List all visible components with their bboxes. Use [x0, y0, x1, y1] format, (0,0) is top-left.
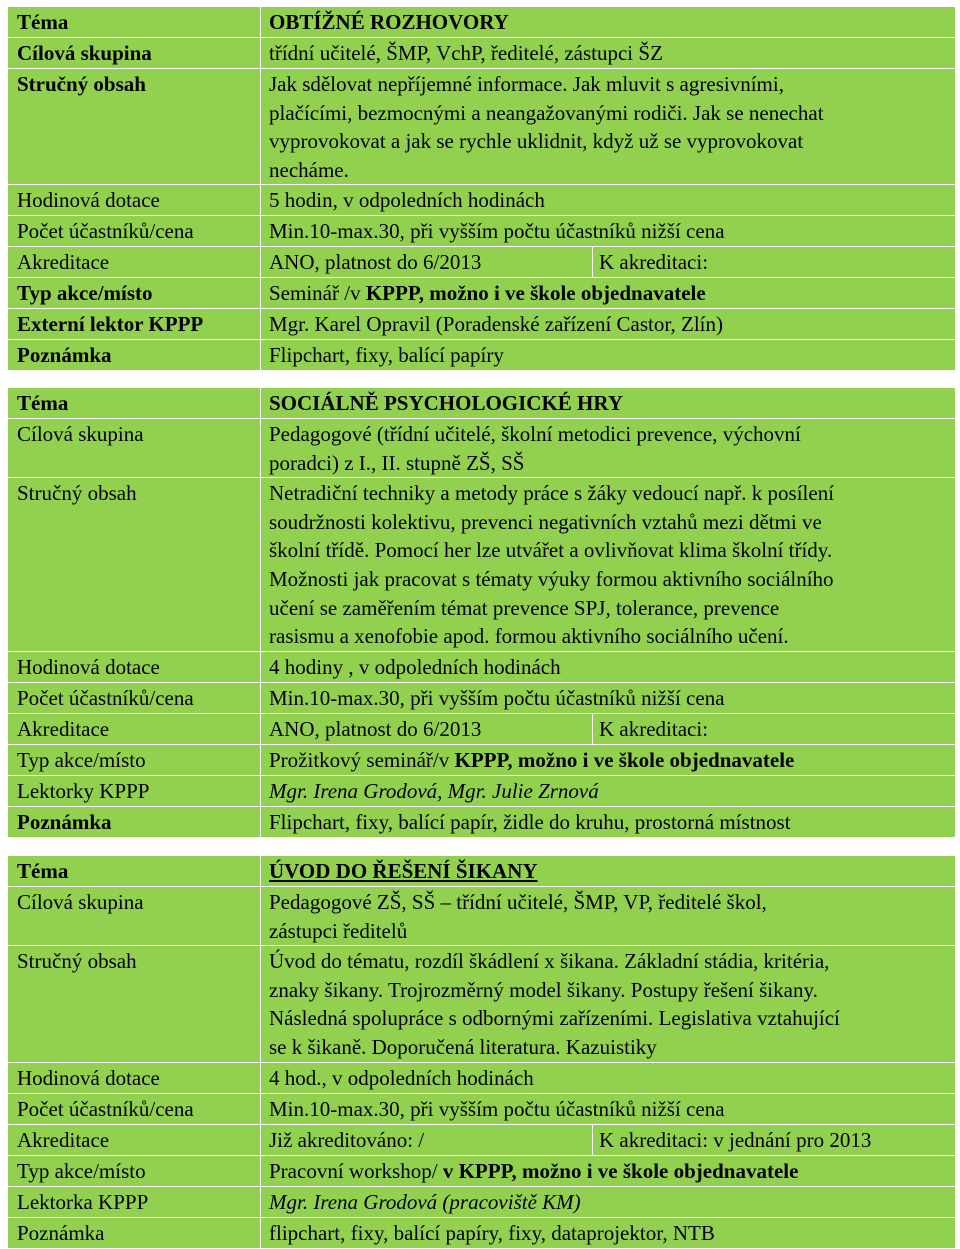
value-typ-akce [261, 745, 955, 775]
value-hodinova-dotace: 4 hod., v odpoledních hodinách [269, 1065, 534, 1090]
typ-akce-prefix: Pracovní workshop/ [269, 1158, 443, 1183]
row-lektor [8, 1186, 955, 1217]
label-lektor: Lektorka KPPP [8, 1187, 261, 1217]
label-pocet-ucastniku: Počet účastníků/cena [8, 683, 261, 713]
label-akreditace: Akreditace [8, 714, 261, 744]
value-pocet-ucastniku: Min.10-max.30, při vyšším počtu účastníků nižší cena [269, 685, 725, 710]
obsah-line: Následná spolupráce s odbornými zařízeními. Legislativa vztahující [269, 1006, 840, 1031]
label-cilova-skupina: Cílová skupina [8, 38, 261, 68]
value-k-akreditaci: K akreditaci: v jednání pro 2013 [599, 1127, 872, 1152]
label-tema: Téma [8, 856, 261, 886]
value-k-akreditaci: K akreditaci: [599, 716, 709, 741]
row-typ-akce [8, 744, 955, 775]
label-typ-akce: Typ akce/místo [8, 1156, 261, 1186]
value-strucny-obsah [261, 946, 955, 1061]
label-tema: Téma [8, 388, 261, 418]
row-hodinova-dotace [8, 1062, 955, 1093]
value-typ-akce [261, 278, 955, 308]
row-akreditace [8, 246, 955, 277]
label-hodinova-dotace: Hodinová dotace [8, 1063, 261, 1093]
typ-akce-place: v KPPP, možno i ve škole objednavatele [442, 1158, 799, 1183]
label-poznamka: Poznámka [8, 1218, 261, 1248]
label-typ-akce: Typ akce/místo [8, 745, 261, 775]
cil-line: Pedagogové (třídní učitelé, školní metodici prevence, výchovní [269, 422, 801, 446]
obsah-line: školní třídě. Pomocí her lze utvářet a ovlivňovat klima školní třídy. [269, 538, 833, 563]
value-lektor: Mgr. Irena Grodová, Mgr. Julie Zrnová [269, 778, 599, 803]
value-k-akreditaci: K akreditaci: [599, 250, 709, 275]
value-lektor: Mgr. Karel Opravil (Poradenské zařízení Castor, Zlín) [269, 312, 724, 337]
label-tema: Téma [8, 7, 261, 37]
row-poznamka [8, 1217, 955, 1248]
value-tema: ÚVOD DO ŘEŠENÍ ŠIKANY [269, 859, 538, 883]
value-hodinova-dotace: 4 hodiny , v odpoledních hodinách [269, 654, 561, 679]
label-akreditace: Akreditace [8, 247, 261, 277]
typ-akce-place: KPPP, možno i ve škole objednavatele [365, 281, 706, 306]
row-akreditace [8, 713, 955, 744]
label-typ-akce: Typ akce/místo [8, 278, 261, 308]
value-tema: OBTÍŽNÉ ROZHOVORY [269, 10, 509, 34]
obsah-line: plačícími, bezmocnými a neangažovanými rodiči. Jak se nenechat [269, 100, 824, 125]
row-tema [8, 388, 955, 418]
label-poznamka: Poznámka [8, 340, 261, 370]
obsah-line: Úvod do tématu, rozdíl škádlení x šikana. Základní stádia, kritéria, [269, 949, 830, 974]
typ-akce-prefix: Seminář /v [269, 281, 366, 306]
row-strucny-obsah [8, 477, 955, 651]
row-pocet-ucastniku [8, 215, 955, 246]
akreditace-cells [261, 714, 955, 744]
row-pocet-ucastniku [8, 682, 955, 713]
cil-line: poradci) z I., II. stupně ZŠ, SŠ [269, 450, 525, 475]
obsah-line: Netradiční techniky a metody práce s žáky vedoucí např. k posílení [269, 481, 835, 506]
value-akreditace: ANO, platnost do 6/2013 [261, 714, 593, 744]
row-typ-akce [8, 1155, 955, 1186]
obsah-line: rasismu a xenofobie apod. formou aktivního sociálního učení. [269, 624, 789, 649]
value-cilova-skupina [261, 419, 955, 477]
row-typ-akce [8, 277, 955, 308]
label-strucny-obsah: Stručný obsah [8, 946, 261, 1061]
obsah-line: Možnosti jak pracovat s tématy výuky formou aktivního sociálního [269, 566, 834, 591]
row-tema [8, 7, 955, 37]
row-poznamka [8, 806, 955, 837]
value-poznamka: Flipchart, fixy, balící papír, židle do kruhu, prostorná místnost [269, 809, 791, 834]
row-hodinova-dotace [8, 651, 955, 682]
obsah-line: vyprovokovat a jak se rychle uklidnit, když už se vyprovokovat [269, 129, 804, 154]
label-akreditace: Akreditace [8, 1125, 261, 1155]
value-akreditace: Již akreditováno: / [261, 1125, 593, 1155]
course-table-obtizne-rozhovory [7, 6, 956, 371]
value-cilova-skupina: třídní učitelé, ŠMP, VchP, ředitelé, zástupci ŠZ [269, 41, 663, 65]
value-hodinova-dotace: 5 hodin, v odpoledních hodinách [269, 188, 545, 213]
value-tema: SOCIÁLNĚ PSYCHOLOGICKÉ HRY [269, 391, 623, 415]
label-poznamka: Poznámka [8, 807, 261, 837]
row-poznamka [8, 339, 955, 370]
label-pocet-ucastniku: Počet účastníků/cena [8, 216, 261, 246]
label-strucny-obsah: Stručný obsah [8, 478, 261, 651]
value-poznamka: Flipchart, fixy, balící papíry [269, 343, 504, 368]
row-strucny-obsah [8, 945, 955, 1061]
typ-akce-place: KPPP, možno i ve škole objednavatele [454, 747, 795, 772]
label-cilova-skupina: Cílová skupina [8, 887, 261, 945]
row-cilova-skupina [8, 886, 955, 945]
label-cilova-skupina: Cílová skupina [8, 419, 261, 477]
value-pocet-ucastniku: Min.10-max.30, při vyšším počtu účastníků nižší cena [269, 1096, 725, 1121]
course-table-socialne-psychologicke-hry [7, 387, 956, 838]
row-pocet-ucastniku [8, 1093, 955, 1124]
row-lektor [8, 308, 955, 339]
label-hodinova-dotace: Hodinová dotace [8, 185, 261, 215]
akreditace-cells [261, 1125, 955, 1155]
obsah-line: učení se zaměřením témat prevence SPJ, tolerance, prevence [269, 595, 780, 620]
row-akreditace [8, 1124, 955, 1155]
typ-akce-prefix: Prožitkový seminář/v [269, 747, 455, 772]
label-strucny-obsah: Stručný obsah [8, 69, 261, 184]
obsah-line: necháme. [269, 157, 349, 182]
obsah-line: soudržnosti kolektivu, prevenci negativních vztahů mezi dětmi ve [269, 509, 822, 534]
cil-line: Pedagogové ZŠ, SŠ – třídní učitelé, ŠMP, VP, ředitelé škol, [269, 890, 767, 914]
obsah-line: znaky šikany. Trojrozměrný model šikany. Postupy řešení šikany. [269, 977, 818, 1002]
value-cilova-skupina [261, 887, 955, 945]
cil-line: zástupci ředitelů [269, 918, 408, 943]
row-cilova-skupina [8, 418, 955, 477]
value-strucny-obsah [261, 69, 955, 184]
obsah-line: Jak sdělovat nepříjemné informace. Jak mluvit s agresivními, [269, 72, 784, 96]
row-strucny-obsah [8, 68, 955, 184]
value-pocet-ucastniku: Min.10-max.30, při vyšším počtu účastníků nižší cena [269, 219, 725, 244]
label-lektor: Lektorky KPPP [8, 776, 261, 806]
row-cilova-skupina [8, 37, 955, 68]
row-tema [8, 856, 955, 886]
label-hodinova-dotace: Hodinová dotace [8, 652, 261, 682]
obsah-line: se k šikaně. Doporučená literatura. Kazuistiky [269, 1034, 657, 1059]
label-pocet-ucastniku: Počet účastníků/cena [8, 1094, 261, 1124]
row-hodinova-dotace [8, 184, 955, 215]
value-lektor: Mgr. Irena Grodová (pracoviště KM) [269, 1189, 581, 1214]
akreditace-cells [261, 247, 955, 277]
value-akreditace: ANO, platnost do 6/2013 [261, 247, 593, 277]
row-lektor [8, 775, 955, 806]
value-poznamka: flipchart, fixy, balící papíry, fixy, dataprojektor, NTB [269, 1220, 715, 1245]
value-typ-akce [261, 1156, 955, 1186]
course-table-uvod-do-reseni-sikany [7, 855, 956, 1249]
label-lektor: Externí lektor KPPP [8, 309, 261, 339]
value-strucny-obsah [261, 478, 955, 651]
